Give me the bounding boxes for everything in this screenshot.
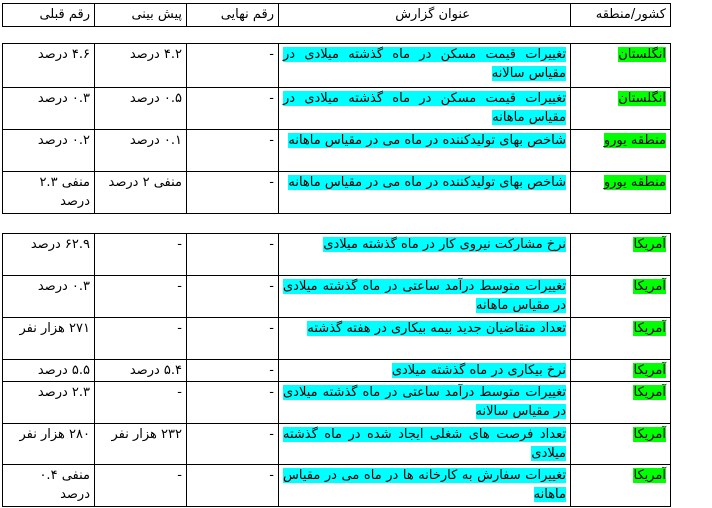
header-forecast: پیش بینی bbox=[95, 4, 187, 27]
forecast-value-text: ۲۳۲ هزار نفر bbox=[111, 427, 182, 442]
forecast-value bbox=[95, 382, 187, 424]
previous-value-text: ۵.۵ درصد bbox=[37, 363, 90, 378]
title-cell-text: نرخ مشارکت نیروی کار در ماه گذشته میلادی bbox=[323, 237, 566, 252]
title-cell-text: نرخ بیکاری در ماه گذشته میلادی bbox=[391, 363, 566, 378]
title-cell-text: شاخص بهای تولیدکننده در ماه می در مقیاس ماهانه bbox=[288, 175, 566, 190]
final-value-text: - bbox=[269, 427, 274, 442]
country-cell bbox=[571, 318, 671, 360]
country-cell-text: آمریکا bbox=[633, 321, 666, 336]
previous-value-text: منفی ۲.۳ درصد bbox=[39, 175, 90, 209]
title-cell bbox=[279, 172, 571, 214]
final-value bbox=[187, 360, 279, 382]
report-row bbox=[3, 424, 671, 465]
forecast-value bbox=[95, 44, 187, 88]
forecast-value bbox=[95, 172, 187, 214]
header-country: کشور/منطقه bbox=[571, 4, 671, 27]
forecast-value bbox=[95, 234, 187, 276]
forecast-value-text: ۵.۴ درصد bbox=[129, 363, 182, 378]
country-cell-text: آمریکا bbox=[633, 385, 666, 400]
header-table bbox=[2, 3, 671, 27]
forecast-value-text: - bbox=[177, 279, 182, 294]
final-value-text: - bbox=[269, 468, 274, 483]
country-cell-text: منطقه یورو bbox=[603, 175, 666, 190]
country-cell-text: آمریکا bbox=[633, 363, 666, 378]
title-cell bbox=[279, 88, 571, 130]
title-cell bbox=[279, 382, 571, 424]
title-cell-text: تغییرات سفارش به کارخانه ها در ماه می در مقیاس ماهانه bbox=[283, 468, 566, 502]
forecast-value-text: - bbox=[177, 237, 182, 252]
previous-value-text: ۲.۳ درصد bbox=[37, 385, 90, 400]
forecast-value bbox=[95, 318, 187, 360]
forecast-value bbox=[95, 276, 187, 318]
country-cell-text: آمریکا bbox=[633, 279, 666, 294]
previous-value-text: منفی ۰.۴ درصد bbox=[39, 468, 90, 502]
report-row bbox=[3, 276, 671, 318]
title-cell bbox=[279, 44, 571, 88]
country-cell bbox=[571, 360, 671, 382]
country-cell-text: آمریکا bbox=[633, 468, 666, 483]
title-cell-text: تغییرات قیمت مسکن در ماه گذشته میلادی در مقیاس سالانه bbox=[283, 47, 566, 81]
title-cell bbox=[279, 234, 571, 276]
previous-value-text: ۰.۳ درصد bbox=[37, 91, 90, 106]
previous-value bbox=[3, 318, 95, 360]
forecast-value-text: ۰.۱ درصد bbox=[129, 133, 182, 148]
final-value bbox=[187, 88, 279, 130]
previous-value bbox=[3, 130, 95, 172]
previous-value bbox=[3, 234, 95, 276]
country-cell bbox=[571, 465, 671, 507]
final-value-text: - bbox=[269, 47, 274, 62]
header-title: عنوان گزارش bbox=[279, 4, 571, 27]
report-row bbox=[3, 465, 671, 507]
previous-value-text: ۴.۶ درصد bbox=[37, 47, 90, 62]
report-table-europe bbox=[2, 43, 671, 214]
title-cell-text: تعداد متقاضیان جدید بیمه بیکاری در هفته گذشته bbox=[307, 321, 566, 336]
title-cell-text: تغییرات متوسط درآمد ساعتی در ماه گذشته میلادی در مقیاس ماهانه bbox=[283, 279, 566, 313]
forecast-value bbox=[95, 88, 187, 130]
previous-value-text: ۰.۳ درصد bbox=[37, 279, 90, 294]
country-cell bbox=[571, 424, 671, 465]
forecast-value bbox=[95, 360, 187, 382]
title-cell bbox=[279, 360, 571, 382]
final-value-text: - bbox=[269, 279, 274, 294]
final-value-text: - bbox=[269, 321, 274, 336]
forecast-value-text: - bbox=[177, 468, 182, 483]
title-cell bbox=[279, 276, 571, 318]
previous-value bbox=[3, 88, 95, 130]
country-cell bbox=[571, 130, 671, 172]
previous-value-text: ۶۲.۹ درصد bbox=[30, 237, 90, 252]
previous-value bbox=[3, 276, 95, 318]
final-value-text: - bbox=[269, 91, 274, 106]
forecast-value-text: ۰.۵ درصد bbox=[129, 91, 182, 106]
header-final: رقم نهایی bbox=[187, 4, 279, 27]
previous-value bbox=[3, 360, 95, 382]
final-value bbox=[187, 465, 279, 507]
final-value-text: - bbox=[269, 385, 274, 400]
report-row bbox=[3, 88, 671, 130]
final-value bbox=[187, 130, 279, 172]
previous-value-text: ۰.۲ درصد bbox=[37, 133, 90, 148]
previous-value bbox=[3, 172, 95, 214]
forecast-value-text: ۴.۲ درصد bbox=[129, 47, 182, 62]
report-row bbox=[3, 382, 671, 424]
country-cell bbox=[571, 382, 671, 424]
final-value bbox=[187, 318, 279, 360]
forecast-value-text: - bbox=[177, 385, 182, 400]
final-value-text: - bbox=[269, 237, 274, 252]
country-cell-text: انگلستان bbox=[618, 91, 666, 106]
title-cell bbox=[279, 465, 571, 507]
previous-value bbox=[3, 465, 95, 507]
forecast-value bbox=[95, 130, 187, 172]
country-cell bbox=[571, 234, 671, 276]
country-cell bbox=[571, 88, 671, 130]
previous-value bbox=[3, 424, 95, 465]
previous-value bbox=[3, 44, 95, 88]
title-cell-text: تغییرات متوسط درآمد ساعتی در ماه گذشته میلادی در مقیاس سالانه bbox=[283, 385, 566, 419]
title-cell-text: شاخص بهای تولیدکننده در ماه می در مقیاس ماهانه bbox=[288, 133, 566, 148]
title-cell-text: تعداد فرصت های شغلی ایجاد شده در ماه گذشته میلادی bbox=[283, 427, 566, 461]
final-value bbox=[187, 44, 279, 88]
final-value bbox=[187, 172, 279, 214]
report-table-usa bbox=[2, 233, 671, 507]
report-row bbox=[3, 318, 671, 360]
country-cell-text: منطقه یورو bbox=[603, 133, 666, 148]
country-cell bbox=[571, 276, 671, 318]
final-value bbox=[187, 382, 279, 424]
report-row bbox=[3, 234, 671, 276]
forecast-value-text: - bbox=[177, 321, 182, 336]
report-row bbox=[3, 44, 671, 88]
title-cell bbox=[279, 130, 571, 172]
title-cell bbox=[279, 318, 571, 360]
previous-value-text: ۲۷۱ هزار نفر bbox=[19, 321, 90, 336]
country-cell-text: آمریکا bbox=[633, 237, 666, 252]
country-cell bbox=[571, 172, 671, 214]
country-cell-text: انگلستان bbox=[618, 47, 666, 62]
forecast-value-text: منفی ۲ درصد bbox=[108, 175, 182, 190]
title-cell-text: تغییرات قیمت مسکن در ماه گذشته میلادی در مقیاس ماهانه bbox=[283, 91, 566, 125]
header-row bbox=[3, 4, 671, 27]
final-value-text: - bbox=[269, 363, 274, 378]
final-value-text: - bbox=[269, 175, 274, 190]
country-cell bbox=[571, 44, 671, 88]
previous-value bbox=[3, 382, 95, 424]
forecast-value bbox=[95, 424, 187, 465]
country-cell-text: آمریکا bbox=[633, 427, 666, 442]
header-previous: رقم قبلی bbox=[3, 4, 95, 27]
final-value-text: - bbox=[269, 133, 274, 148]
forecast-value bbox=[95, 465, 187, 507]
previous-value-text: ۲۸۰ هزار نفر bbox=[19, 427, 90, 442]
final-value bbox=[187, 234, 279, 276]
final-value bbox=[187, 276, 279, 318]
final-value bbox=[187, 424, 279, 465]
report-row bbox=[3, 130, 671, 172]
report-row bbox=[3, 360, 671, 382]
report-row bbox=[3, 172, 671, 214]
title-cell bbox=[279, 424, 571, 465]
